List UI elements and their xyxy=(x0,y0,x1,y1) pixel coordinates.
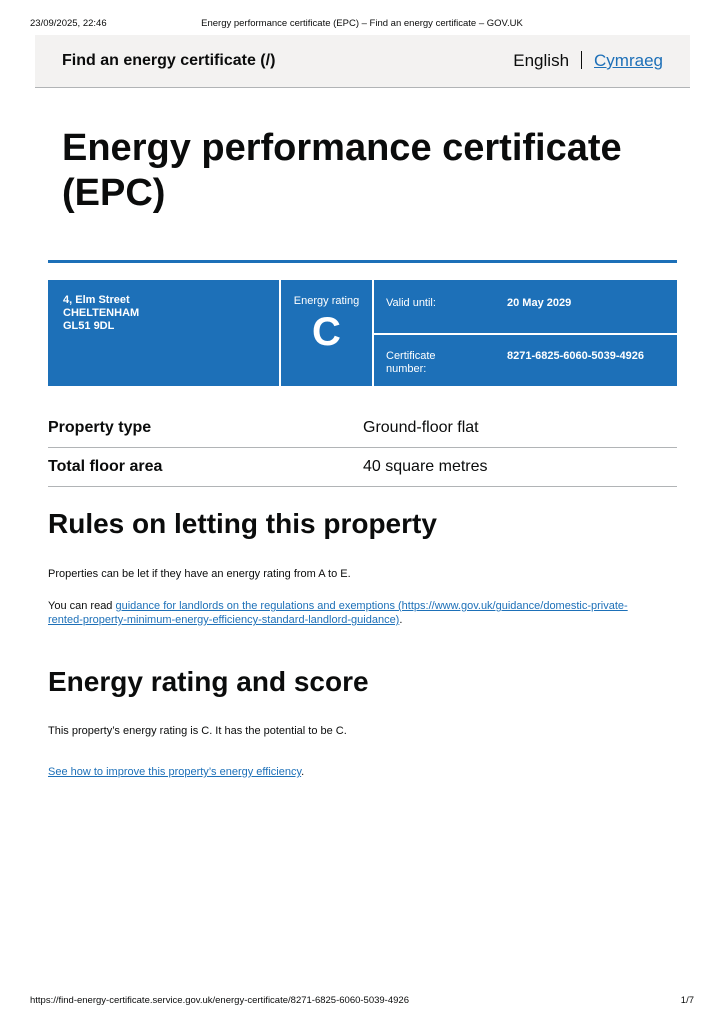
rules-paragraph: Properties can be let if they have an energy rating from A to E. xyxy=(48,568,351,580)
service-header xyxy=(35,35,690,88)
service-name-link[interactable] xyxy=(62,52,275,70)
summary-value: Ground-floor flat xyxy=(363,419,479,436)
language-english: English xyxy=(513,51,570,70)
improve-suffix: . xyxy=(301,766,305,778)
certificate-number-value: 8271-6825-6060-5039-4926 xyxy=(507,350,645,362)
language-separator xyxy=(581,51,582,69)
summary-row-property-type xyxy=(48,409,677,448)
service-name: Find an energy certificate xyxy=(62,52,256,69)
valid-until-label: Valid until: xyxy=(386,297,436,309)
valid-until-value: 20 May 2029 xyxy=(507,297,572,309)
address-line-1: 4, Elm Street xyxy=(63,294,130,306)
summary-row-floor-area xyxy=(48,448,677,487)
print-url: https://find-energy-certificate.service.gov.uk/energy-certificate/8271-6825-6060-5039-4926 xyxy=(30,995,409,1006)
valid-until-row xyxy=(372,280,677,335)
guidance-prefix: You can read xyxy=(48,600,116,612)
address-line-3: GL51 9DL xyxy=(63,320,115,332)
guidance-suffix: . xyxy=(399,614,403,626)
energy-rating-letter: C xyxy=(312,310,341,354)
summary-key: Total floor area xyxy=(48,458,163,475)
energy-rating-label: Energy rating xyxy=(293,295,360,307)
improve-paragraph xyxy=(48,765,658,779)
service-name-suffix: (/) xyxy=(255,52,276,69)
summary-value: 40 square metres xyxy=(363,458,488,475)
property-address xyxy=(48,280,278,386)
landlord-guidance-url: (https://www.gov.uk/guidance/domestic-private-rented-property-minimum-energy-efficiency-standard-landlord-guidance) xyxy=(48,600,628,626)
section-divider xyxy=(48,260,677,263)
landlord-guidance-link[interactable] xyxy=(48,600,628,626)
print-header xyxy=(0,18,724,32)
energy-rating-paragraph: This property’s energy rating is C. It has the potential to be C. xyxy=(48,725,347,737)
rules-heading: Rules on letting this property xyxy=(48,508,437,539)
landlord-guidance-link-text: guidance for landlords on the regulations and exemptions xyxy=(115,600,395,612)
improve-efficiency-link[interactable]: See how to improve this property’s energy efficiency xyxy=(48,766,302,778)
epc-summary-banner xyxy=(48,280,677,386)
print-document-title: Energy performance certificate (EPC) – Find an energy certificate – GOV.UK xyxy=(201,18,523,29)
page-title: Energy performance certificate (EPC) xyxy=(62,127,622,214)
property-summary-list xyxy=(48,409,677,487)
guidance-paragraph xyxy=(48,599,658,627)
energy-rating-heading: Energy rating and score xyxy=(48,666,369,697)
print-footer xyxy=(0,995,724,1009)
language-cymraeg-link[interactable]: Cymraeg xyxy=(594,51,663,70)
page-number: 1/7 xyxy=(680,995,694,1006)
summary-key: Property type xyxy=(48,419,152,436)
certificate-number-row xyxy=(372,335,677,386)
certificate-number-label: Certificate number: xyxy=(386,350,436,375)
print-date: 23/09/2025, 22:46 xyxy=(30,18,107,29)
energy-rating-box xyxy=(279,280,374,386)
language-switcher xyxy=(513,51,663,71)
address-line-2: CHELTENHAM xyxy=(63,307,140,319)
